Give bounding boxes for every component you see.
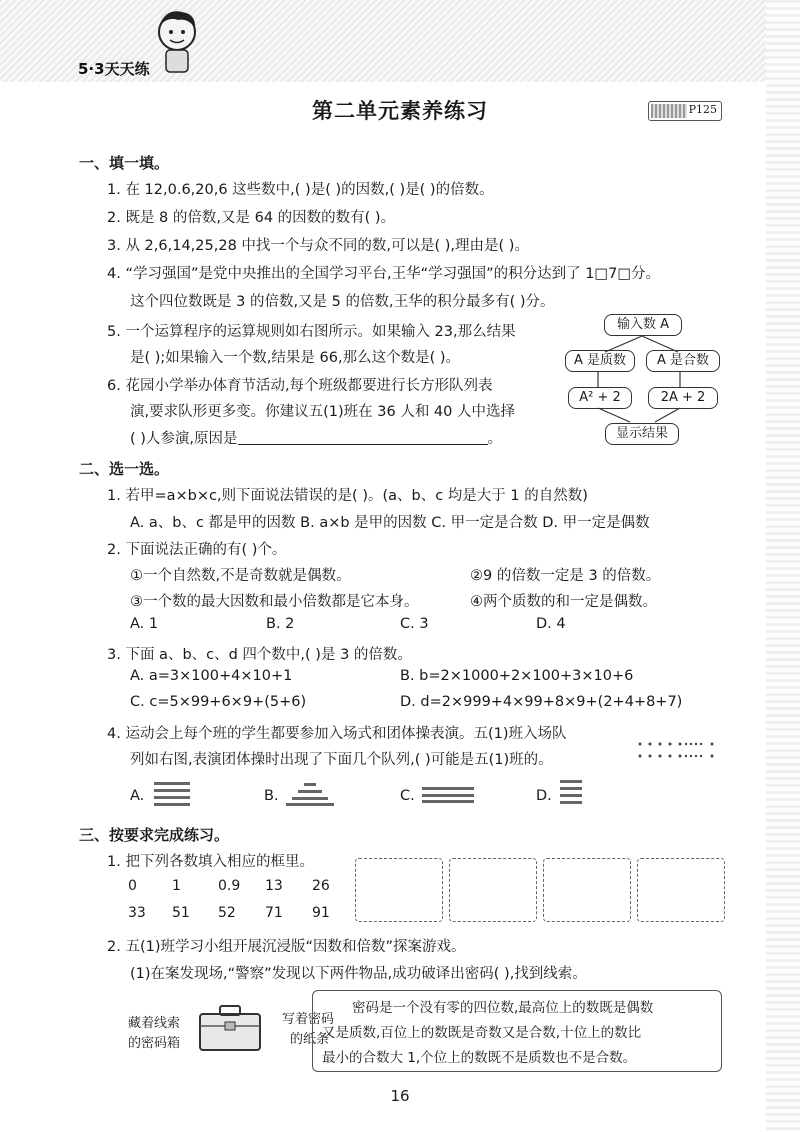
q2-2-s2: ②9 的倍数一定是 3 的倍数。 [470,568,661,584]
q1-6-cont: 演,要求队形更多变。你建议五(1)班在 36 人和 40 人中选择 [130,404,515,420]
category-box-2[interactable] [449,858,537,922]
formation-d-image [558,778,584,810]
note-label-1: 写着密码 [282,1012,335,1027]
q2-2-d: D. 4 [536,616,566,632]
section-heading-choose: 二、选一选。 [79,460,170,478]
formation-a-image [152,780,192,808]
answer-line [238,430,488,445]
flow-input-box: 输入数 A [604,314,682,336]
q2-2-a: A. 1 [130,616,159,632]
flow-op1-box: A² + 2 [568,387,632,409]
q1-6: 6. 花园小学举办体育节活动,每个班级都要进行长方形队列表 [107,378,493,394]
q1-4-cont: 这个四位数既是 3 的倍数,又是 5 的倍数,王华的积分最多有( )分。 [130,294,555,310]
password-clue-3: 最小的合数大 1,个位上的数既不是质数也不是合数。 [322,1050,637,1066]
q2-1-options: A. a、b、c 都是甲的因数 B. a×b 是甲的因数 C. 甲一定是合数 D. 甲一定是偶数 [130,515,650,531]
flow-op2-box: 2A + 2 [648,387,718,409]
q2-2-s4: ④两个质数的和一定是偶数。 [470,594,657,610]
q2-4-cont: 列如右图,表演团体操时出现了下面几个队列,( )可能是五(1)班的。 [130,752,553,768]
q2-4: 4. 运动会上每个班的学生都要参加入场式和团体操表演。五(1)班入场队 [107,726,567,742]
q1-2: 2. 既是 8 的倍数,又是 64 的因数的数有( )。 [107,210,396,226]
q2-2-c: C. 3 [400,616,429,632]
q2-2-b: B. 2 [266,616,295,632]
number-91: 91 [312,905,330,921]
password-clue-2: 又是质数,百位上的数既是奇数又是合数,十位上的数比 [322,1025,642,1041]
number-33: 33 [128,905,146,921]
q2-3-c: C. c=5×99+6×9+(5+6) [130,694,307,710]
q2-3: 3. 下面 a、b、c、d 四个数中,( )是 3 的倍数。 [107,647,412,663]
number-13: 13 [265,878,283,894]
brand-label: 5·3天天练 [78,60,150,78]
q1-4: 4. “学习强国”是党中央推出的全国学习平台,王华“学习强国”的积分达到了 1□7□分。 [107,266,661,282]
page-title: 第二单元素养练习 [312,99,488,123]
q1-5: 5. 一个运算程序的运算规则如右图所示。如果输入 23,那么结果 [107,324,516,340]
page-reference-badge [648,101,722,121]
q1-6-end: 。 [487,431,503,447]
number-1: 1 [172,878,181,894]
section-heading-fill: 一、填一填。 [79,154,170,172]
number-52: 52 [218,905,236,921]
q2-2-s1: ①一个自然数,不是奇数就是偶数。 [130,568,351,584]
q2-3-b: B. b=2×1000+2×100+3×10+6 [400,668,634,684]
number-0-9: 0.9 [218,878,241,894]
page-edge-strip [766,0,800,1132]
q2-4-a: A. [130,788,145,804]
q1-1: 1. 在 12,0.6,20,6 这些数中,( )是( )的因数,( )是( )的倍数。 [107,182,494,198]
q2-1: 1. 若甲=a×b×c,则下面说法错误的是( )。(a、b、c 均是大于 1 的自然数) [107,488,588,504]
number-26: 26 [312,878,330,894]
suitcase-label-2: 的密码箱 [128,1036,181,1051]
q2-4-c: C. [400,788,415,804]
formation-b-image [284,780,336,808]
q2-2: 2. 下面说法正确的有( )个。 [107,542,287,558]
number-0: 0 [128,878,137,894]
q2-3-a: A. a=3×100+4×10+1 [130,668,293,684]
q1-6-cont2 [130,427,502,448]
category-box-3[interactable] [543,858,631,922]
q1-6-text: ( )人参演,原因是 [130,431,238,447]
flow-composite-box: A 是合数 [646,350,720,372]
section-heading-practice: 三、按要求完成练习。 [79,826,230,844]
badge-texture [651,104,687,118]
flow-output-box: 显示结果 [605,423,679,445]
suitcase-label-1: 藏着线索 [128,1016,181,1031]
note-label-2: 的纸条 [290,1032,330,1047]
q2-2-s3: ③一个数的最大因数和最小倍数都是它本身。 [130,594,419,610]
q3-2-1: (1)在案发现场,“警察”发现以下两件物品,成功破译出密码( ),找到线索。 [130,966,587,982]
q2-4-d: D. [536,788,552,804]
category-box-4[interactable] [637,858,725,922]
q1-3: 3. 从 2,6,14,25,28 中找一个与众不同的数,可以是( ),理由是( )。 [107,238,529,254]
q1-5-cont: 是( );如果输入一个数,结果是 66,那么这个数是( )。 [130,350,461,366]
q3-2: 2. 五(1)班学习小组开展沉浸版“因数和倍数”探案游戏。 [107,939,466,955]
entrance-formation-image [636,738,718,768]
number-51: 51 [172,905,190,921]
briefcase-icon [196,1002,264,1054]
flow-prime-box: A 是质数 [565,350,635,372]
password-clue-1: 密码是一个没有零的四位数,最高位上的数既是偶数 [352,1000,654,1016]
number-71: 71 [265,905,283,921]
page-number: 16 [390,1087,410,1105]
formation-c-image [420,784,476,804]
q2-4-b: B. [264,788,279,804]
q2-3-d: D. d=2×999+4×99+8×9+(2+4+8+7) [400,694,683,710]
page-reference: P125 [688,103,717,116]
mascot-logo-icon [148,4,206,76]
category-box-1[interactable] [355,858,443,922]
q3-1: 1. 把下列各数填入相应的框里。 [107,854,314,870]
